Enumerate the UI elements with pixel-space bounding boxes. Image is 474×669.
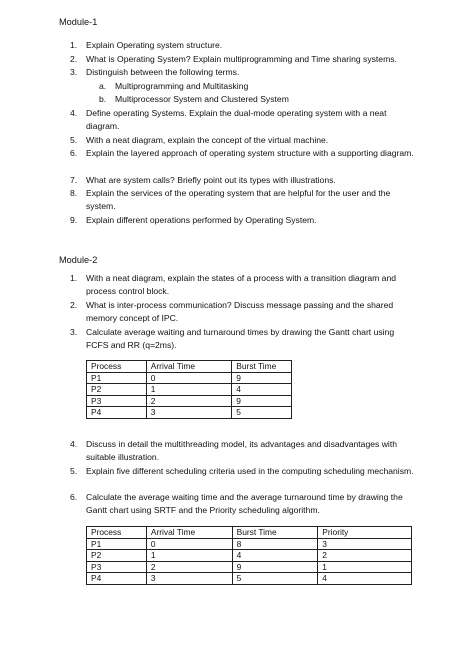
question-number: 2. (70, 54, 78, 64)
table-header-cell: Process (87, 527, 147, 539)
question-number: 8. (70, 188, 78, 198)
question-number: 5. (70, 135, 78, 145)
table-cell: 3 (318, 538, 412, 550)
table-cell: 1 (146, 384, 231, 396)
question-text: Explain different operations performed by Operating System. (86, 215, 317, 225)
srtf-priority-process-table (86, 526, 412, 585)
question-number: 2. (70, 300, 78, 310)
table-row (87, 372, 292, 384)
table-cell: 1 (146, 550, 232, 562)
question-text: Explain the services of the operating system that are helpful for the user and the system. (86, 188, 391, 211)
question-text: Explain the layered approach of operating system structure with a supporting diagram. (86, 148, 414, 158)
module-1-question-2 (70, 53, 415, 66)
question-text: What are system calls? Briefly point out its types with illustrations. (86, 175, 336, 185)
table-cell: 4 (232, 550, 318, 562)
module-1-heading: Module-1 (59, 17, 98, 27)
question-number: 4. (70, 439, 78, 449)
table-row (87, 538, 412, 550)
table-cell: P1 (87, 538, 147, 550)
module-1-question-4 (70, 107, 415, 133)
question-number: 6. (70, 492, 78, 502)
table-cell: 9 (232, 561, 318, 573)
question-text: Define operating Systems. Explain the dual-mode operating system with a neat diagram. (86, 108, 387, 131)
module-1-question-8 (70, 187, 415, 213)
table-cell: P3 (87, 561, 147, 573)
table-cell: P2 (87, 384, 147, 396)
module-1-question-3 (70, 66, 415, 79)
question-number: 7. (70, 175, 78, 185)
table-cell: 8 (232, 538, 318, 550)
table-cell: P1 (87, 372, 147, 384)
table-header-cell: Burst Time (232, 361, 292, 373)
question-text: Calculate average waiting and turnaround times by drawing the Gantt chart using FCFS and RR (q=2ms). (86, 327, 395, 350)
question-text: Calculate the average waiting time and the average turnaround time by drawing the Gantt chart using SRTF and the Priority scheduling algorithm. (86, 492, 403, 515)
question-text: With a neat diagram, explain the concept of the virtual machine. (86, 135, 329, 145)
module-1-question-9 (70, 214, 415, 227)
table-cell: 5 (232, 573, 318, 585)
table-header-cell: Process (87, 361, 147, 373)
module-1-question-1 (70, 39, 415, 52)
table-cell: 2 (146, 561, 232, 573)
table-cell: 3 (146, 407, 231, 419)
table-cell: P3 (87, 395, 147, 407)
table-row (87, 573, 412, 585)
question-number: 4. (70, 108, 78, 118)
table-cell: 9 (232, 395, 292, 407)
table-header-row (87, 361, 292, 373)
subitem-text: Multiprocessor System and Clustered System (115, 94, 289, 104)
module-2-question-2 (70, 299, 415, 325)
module-2-question-5 (70, 465, 415, 478)
table-header-cell: Burst Time (232, 527, 318, 539)
table-header-cell: Arrival Time (146, 361, 231, 373)
question-text: Distinguish between the following terms. (86, 67, 240, 77)
table-cell: 4 (232, 384, 292, 396)
module-1-question-5 (70, 134, 415, 147)
table-cell: 0 (146, 538, 232, 550)
table-header-row (87, 527, 412, 539)
table-row (87, 395, 292, 407)
question-number: 3. (70, 67, 78, 77)
question-number: 1. (70, 273, 78, 283)
module-1-subitem-b (99, 93, 399, 106)
table-header-cell: Priority (318, 527, 412, 539)
module-2-question-6 (70, 491, 415, 517)
table-header-cell: Arrival Time (146, 527, 232, 539)
table-cell: P2 (87, 550, 147, 562)
fcfs-rr-process-table (86, 360, 292, 419)
question-text: Discuss in detail the multithreading model, its advantages and disadvantages with suitable illustration. (86, 439, 397, 462)
question-text: What is inter-process communication? Discuss message passing and the shared memory concept of IPC. (86, 300, 394, 323)
question-text: Explain Operating system structure. (86, 40, 223, 50)
subitem-letter: b. (99, 94, 107, 104)
table-cell: P4 (87, 407, 147, 419)
table-cell: 0 (146, 372, 231, 384)
table-cell: 5 (232, 407, 292, 419)
table-cell: 1 (318, 561, 412, 573)
table-row (87, 561, 412, 573)
table-cell: 4 (318, 573, 412, 585)
table-row (87, 407, 292, 419)
module-1-question-6 (70, 147, 415, 160)
question-text: With a neat diagram, explain the states of a process with a transition diagram and process control block. (86, 273, 397, 296)
module-2-question-3 (70, 326, 415, 352)
module-1-subitem-a (99, 80, 399, 93)
table-cell: P4 (87, 573, 147, 585)
question-number: 9. (70, 215, 78, 225)
question-number: 5. (70, 466, 78, 476)
question-text: Explain five different scheduling criteria used in the computing scheduling mechanism. (86, 466, 414, 476)
subitem-letter: a. (99, 81, 107, 91)
table-row (87, 550, 412, 562)
table-row (87, 384, 292, 396)
module-2-heading: Module-2 (59, 255, 98, 265)
question-text: What is Operating System? Explain multiprogramming and Time sharing systems. (86, 54, 397, 64)
table-cell: 2 (318, 550, 412, 562)
subitem-text: Multiprogramming and Multitasking (115, 81, 249, 91)
module-2-question-1 (70, 272, 415, 298)
module-2-question-4 (70, 438, 415, 464)
module-1-question-7 (70, 174, 415, 187)
table-cell: 3 (146, 573, 232, 585)
question-number: 6. (70, 148, 78, 158)
table-cell: 2 (146, 395, 231, 407)
question-number: 1. (70, 40, 78, 50)
table-cell: 9 (232, 372, 292, 384)
question-number: 3. (70, 327, 78, 337)
